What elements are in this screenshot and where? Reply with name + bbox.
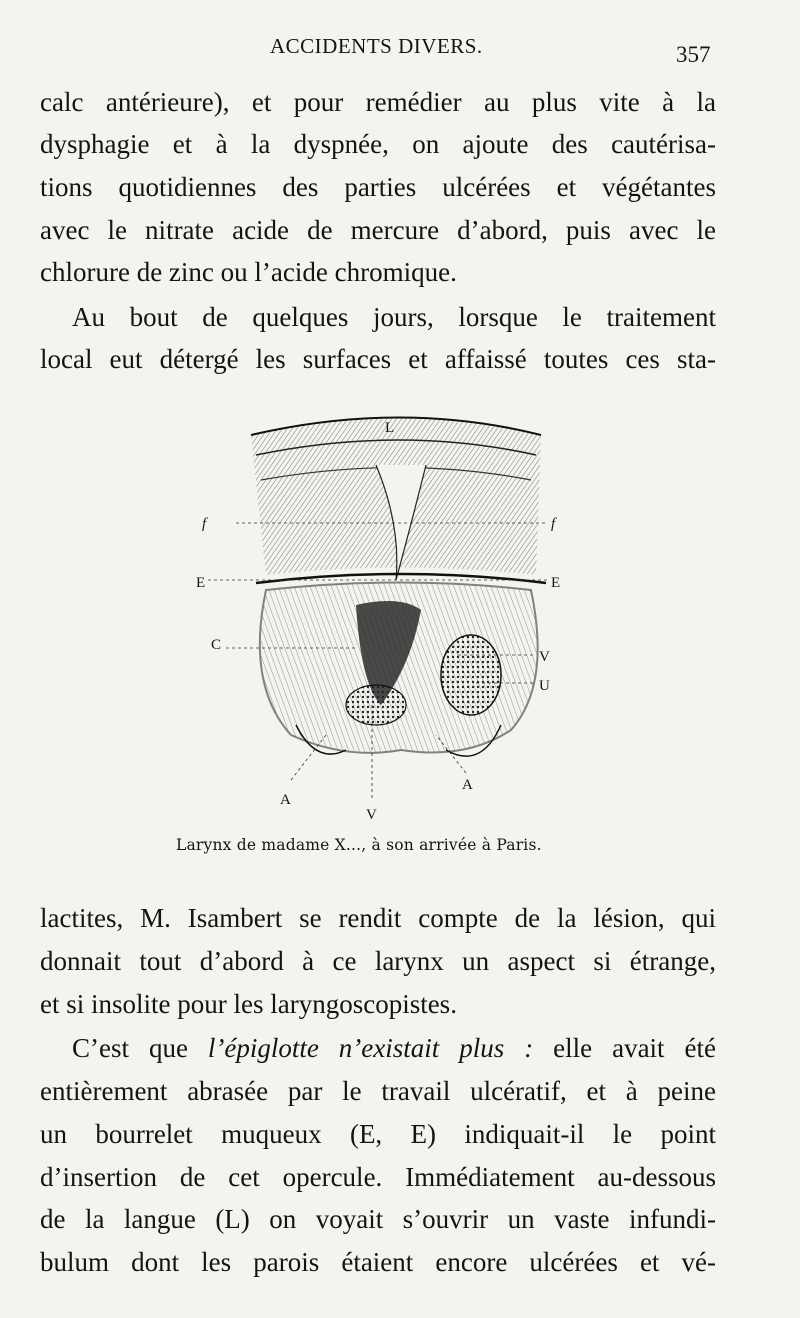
figure-label-V-right: V	[539, 649, 550, 665]
figure-label-E-right: E	[551, 575, 561, 591]
figure-label-L: L	[385, 420, 395, 436]
text-line: donnait tout d’abord à ce larynx un aspect si étrange,	[40, 946, 716, 976]
text-line: dysphagie et à la dyspnée, on ajoute des cautérisa-	[40, 129, 716, 159]
figure-label-f-right: f	[551, 516, 556, 532]
text-line: local eut détergé les surfaces et affaissé toutes ces sta-	[40, 344, 716, 374]
text-line: lactites, M. Isambert se rendit compte de la lésion, qui	[40, 903, 716, 933]
text-line: entièrement abrasée par le travail ulcératif, et à peine	[40, 1076, 716, 1106]
italic-emphasis: l’épiglotte n’existait plus :	[207, 1033, 534, 1063]
text-line: avec le nitrate acide de mercure d’abord, puis avec le	[40, 215, 716, 245]
text-line: Au bout de quelques jours, lorsque le traitement	[72, 302, 716, 332]
text-line: chlorure de zinc ou l’acide chromique.	[40, 257, 457, 287]
text-line: tions quotidiennes des parties ulcérées et végétantes	[40, 172, 716, 202]
figure-label-C: C	[211, 637, 222, 653]
text-line: calc antérieure), et pour remédier au plus vite à la	[40, 87, 716, 117]
figure-label-f-left: f	[202, 516, 207, 532]
larynx-engraving	[196, 405, 606, 830]
figure-label-V-bottom: V	[366, 807, 377, 823]
page-number: 357	[676, 42, 711, 67]
text-line: d’insertion de cet opercule. Immédiatement au-dessous	[40, 1162, 716, 1192]
text-line: un bourrelet muqueux (E, E) indiquait-il le point	[40, 1119, 716, 1149]
text-run: C’est que	[72, 1033, 208, 1063]
text-line-epiglotte	[72, 1028, 716, 1068]
figure-label-A-right: A	[462, 777, 473, 793]
text-line: de la langue (L) on voyait s’ouvrir un vaste infundi-	[40, 1204, 716, 1234]
figure-label-A-left: A	[280, 792, 291, 808]
text-run: elle avait été	[533, 1033, 716, 1063]
figure-label-U: U	[539, 678, 550, 694]
running-header-title: ACCIDENTS DIVERS.	[270, 34, 483, 58]
figure-caption: Larynx de madame X..., à son arrivée à Paris.	[176, 836, 542, 854]
text-line: et si insolite pour les laryngoscopistes.	[40, 989, 457, 1019]
figure-label-E-left: E	[196, 575, 206, 591]
text-line: bulum dont les parois étaient encore ulcérées et vé-	[40, 1247, 716, 1277]
